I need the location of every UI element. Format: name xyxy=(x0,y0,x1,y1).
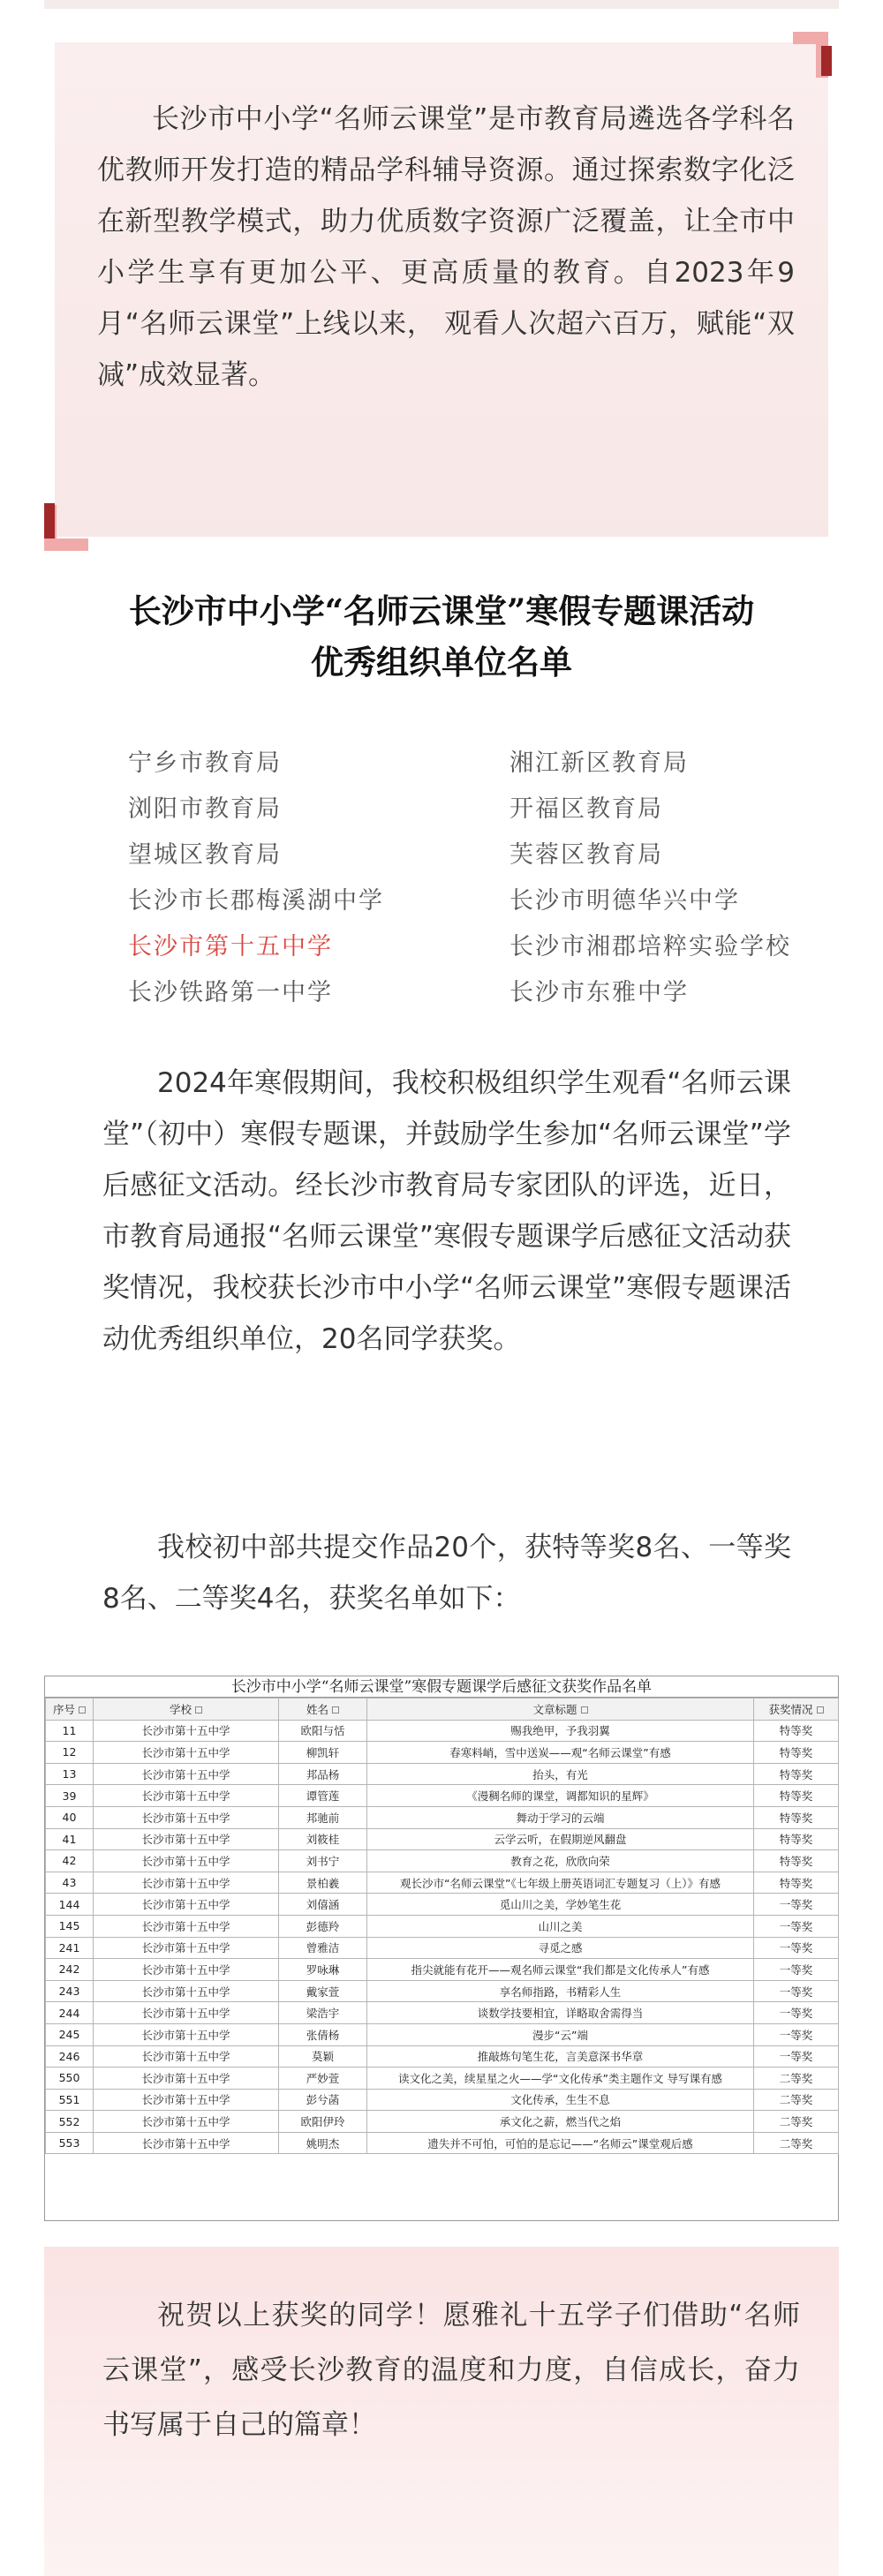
decor-corner-top-right-accent xyxy=(821,46,832,76)
table-cell: 一等奖 xyxy=(754,1937,839,1959)
intro-paragraph: 长沙市中小学“名师云课堂”是市教育局遴选各学科名优教师开发打造的精品学科辅导资源。通过探索数字化泛在新型教学模式，助力优质数字资源广泛覆盖，让全市中小学生享有更加公平、更高质量的教育。自2023年9月“名师云课堂”上线以来， 观看人次超六百万，赋能“双减”成效显著。 xyxy=(97,103,795,391)
table-cell: 谈数学技要相宜，详略取舍需得当 xyxy=(367,2002,754,2024)
table-cell: 欧阳伊玲 xyxy=(279,2111,367,2133)
filter-dropdown-icon xyxy=(79,1706,86,1714)
table-row xyxy=(46,1720,839,1742)
org-item: 长沙市湘郡培粹实验学校 xyxy=(509,933,791,960)
table-cell: 漫步“云”端 xyxy=(367,2023,754,2045)
org-item: 望城区教育局 xyxy=(128,841,282,869)
table-cell: 长沙市第十五中学 xyxy=(94,1785,279,1807)
table-cell: 遗失并不可怕，可怕的是忘记——“名师云”课堂观后感 xyxy=(367,2132,754,2154)
org-item: 浏阳市教育局 xyxy=(128,795,282,823)
table-cell: 长沙市第十五中学 xyxy=(94,1872,279,1894)
filter-dropdown-icon xyxy=(581,1706,588,1714)
table-cell: 观长沙市“名师云课堂”《七年级上册英语词汇专题复习（上）》有感 xyxy=(367,1872,754,1894)
org-item: 长沙铁路第一中学 xyxy=(128,979,333,1006)
table-cell: 144 xyxy=(46,1894,94,1916)
table-cell: 特等奖 xyxy=(754,1742,839,1764)
table-cell: 读文化之美，续星星之火——学“文化传承”类主题作文 导写课有感 xyxy=(367,2068,754,2090)
org-item-highlighted: 长沙市第十五中学 xyxy=(128,933,333,960)
table-cell: 一等奖 xyxy=(754,2045,839,2068)
awards-table-title: 长沙市中小学“名师云课堂”寒假专题课学后感征文获奖作品名单 xyxy=(45,1676,838,1698)
table-cell: 长沙市第十五中学 xyxy=(94,1980,279,2002)
table-cell: 特等奖 xyxy=(754,1785,839,1807)
org-item: 芙蓉区教育局 xyxy=(509,841,663,869)
org-item: 长沙市长郡梅溪湖中学 xyxy=(128,887,384,915)
table-cell: 长沙市第十五中学 xyxy=(94,1959,279,1981)
table-cell: 40 xyxy=(46,1806,94,1828)
table-cell: 特等奖 xyxy=(754,1850,839,1872)
column-header: 文章标题 xyxy=(367,1699,754,1721)
table-cell: 推敲炼句笔生花，言美意深书华章 xyxy=(367,2045,754,2068)
table-row xyxy=(46,2068,839,2090)
table-cell: 柳凯轩 xyxy=(279,1742,367,1764)
table-cell: 舞动于学习的云端 xyxy=(367,1806,754,1828)
table-row xyxy=(46,2023,839,2045)
table-cell: 莫颖 xyxy=(279,2045,367,2068)
table-cell: 12 xyxy=(46,1742,94,1764)
table-cell: 43 xyxy=(46,1872,94,1894)
table-row xyxy=(46,1915,839,1937)
top-divider-strip xyxy=(44,0,839,9)
table-cell: 赐我绝甲，予我羽翼 xyxy=(367,1720,754,1742)
table-cell: 梁浩宇 xyxy=(279,2002,367,2024)
awards-table xyxy=(45,1698,839,2154)
table-cell: 长沙市第十五中学 xyxy=(94,1763,279,1785)
table-cell: 一等奖 xyxy=(754,2023,839,2045)
table-row xyxy=(46,1763,839,1785)
table-cell: 长沙市第十五中学 xyxy=(94,1828,279,1850)
column-header: 学校 xyxy=(94,1699,279,1721)
table-cell: 长沙市第十五中学 xyxy=(94,1894,279,1916)
table-cell: 谭管莲 xyxy=(279,1785,367,1807)
table-cell: 山川之美 xyxy=(367,1915,754,1937)
table-row xyxy=(46,1980,839,2002)
table-cell: 244 xyxy=(46,2002,94,2024)
table-cell: 一等奖 xyxy=(754,1894,839,1916)
table-cell: 特等奖 xyxy=(754,1806,839,1828)
table-cell: 145 xyxy=(46,1915,94,1937)
table-cell: 彭德羚 xyxy=(279,1915,367,1937)
table-cell: 邦品杨 xyxy=(279,1763,367,1785)
table-cell: 二等奖 xyxy=(754,2132,839,2154)
table-cell: 39 xyxy=(46,1785,94,1807)
column-header: 姓名 xyxy=(279,1699,367,1721)
list-title-line-1: 长沙市中小学“名师云课堂”寒假专题课活动 xyxy=(128,591,755,630)
table-cell: 长沙市第十五中学 xyxy=(94,1850,279,1872)
table-row xyxy=(46,2045,839,2068)
table-row xyxy=(46,2002,839,2024)
table-cell: 刘筱桂 xyxy=(279,1828,367,1850)
table-row xyxy=(46,2132,839,2154)
table-cell: 彭兮菡 xyxy=(279,2089,367,2111)
table-cell: 242 xyxy=(46,1959,94,1981)
table-cell: 11 xyxy=(46,1720,94,1742)
table-cell: 承文化之薪，燃当代之焰 xyxy=(367,2111,754,2133)
table-cell: 550 xyxy=(46,2068,94,2090)
decor-corner-bottom-left-horizontal xyxy=(44,539,88,551)
table-row xyxy=(46,1959,839,1981)
org-item: 长沙市东雅中学 xyxy=(509,979,689,1006)
closing-paragraph: 祝贺以上获奖的同学！愿雅礼十五学子们借助“名师云课堂”，感受长沙教育的温度和力度，自信成长，奋力书写属于自己的篇章！ xyxy=(102,2300,800,2441)
table-cell: 抬头，有光 xyxy=(367,1763,754,1785)
table-cell: 长沙市第十五中学 xyxy=(94,1720,279,1742)
table-cell: 张倩杨 xyxy=(279,2023,367,2045)
table-cell: 一等奖 xyxy=(754,2002,839,2024)
table-cell: 13 xyxy=(46,1763,94,1785)
filter-dropdown-icon xyxy=(817,1706,824,1714)
table-cell: 552 xyxy=(46,2111,94,2133)
column-header: 序号 xyxy=(46,1699,94,1721)
table-cell: 欧阳与恬 xyxy=(279,1720,367,1742)
table-cell: 长沙市第十五中学 xyxy=(94,2002,279,2024)
org-item: 长沙市明德华兴中学 xyxy=(509,887,740,915)
table-cell: 特等奖 xyxy=(754,1763,839,1785)
org-item: 湘江新区教育局 xyxy=(509,749,689,777)
table-cell: 长沙市第十五中学 xyxy=(94,1937,279,1959)
org-item: 宁乡市教育局 xyxy=(128,749,282,777)
table-cell: 特等奖 xyxy=(754,1720,839,1742)
filter-dropdown-icon xyxy=(332,1706,339,1714)
table-cell: 243 xyxy=(46,1980,94,2002)
table-cell: 姚明杰 xyxy=(279,2132,367,2154)
table-cell: 长沙市第十五中学 xyxy=(94,2132,279,2154)
table-cell: 《漫稠名师的课堂，调都知识的星辉》 xyxy=(367,1785,754,1807)
table-cell: 邦驰前 xyxy=(279,1806,367,1828)
table-cell: 寻觅之感 xyxy=(367,1937,754,1959)
table-cell: 曾雅洁 xyxy=(279,1937,367,1959)
table-cell: 551 xyxy=(46,2089,94,2111)
table-cell: 长沙市第十五中学 xyxy=(94,2089,279,2111)
table-cell: 文化传承，生生不息 xyxy=(367,2089,754,2111)
body-paragraph-2: 我校初中部共提交作品20个，获特等奖8名、一等奖8名、二等奖4名，获奖名单如下： xyxy=(102,1532,791,1615)
table-row xyxy=(46,2111,839,2133)
table-cell: 一等奖 xyxy=(754,1980,839,2002)
table-cell: 二等奖 xyxy=(754,2111,839,2133)
table-cell: 严妙萱 xyxy=(279,2068,367,2090)
table-row xyxy=(46,1937,839,1959)
table-row xyxy=(46,1828,839,1850)
list-title-line-2: 优秀组织单位名单 xyxy=(311,643,572,682)
table-cell: 景柏羲 xyxy=(279,1872,367,1894)
table-row xyxy=(46,1742,839,1764)
table-cell: 教育之花，欣欣向荣 xyxy=(367,1850,754,1872)
table-cell: 觅山川之美，学妙笔生花 xyxy=(367,1894,754,1916)
table-cell: 553 xyxy=(46,2132,94,2154)
table-cell: 一等奖 xyxy=(754,1959,839,1981)
table-cell: 241 xyxy=(46,1937,94,1959)
table-cell: 长沙市第十五中学 xyxy=(94,2045,279,2068)
table-cell: 戴家萱 xyxy=(279,1980,367,2002)
table-cell: 长沙市第十五中学 xyxy=(94,1806,279,1828)
table-cell: 刘书宁 xyxy=(279,1850,367,1872)
table-row xyxy=(46,1806,839,1828)
table-row xyxy=(46,1785,839,1807)
table-row xyxy=(46,2089,839,2111)
table-cell: 特等奖 xyxy=(754,1828,839,1850)
table-cell: 特等奖 xyxy=(754,1872,839,1894)
table-cell: 二等奖 xyxy=(754,2089,839,2111)
table-row xyxy=(46,1894,839,1916)
table-cell: 长沙市第十五中学 xyxy=(94,2111,279,2133)
table-cell: 42 xyxy=(46,1850,94,1872)
table-cell: 指尖就能有花开——观名师云课堂“我们都是文化传承人”有感 xyxy=(367,1959,754,1981)
table-cell: 245 xyxy=(46,2023,94,2045)
table-row xyxy=(46,1850,839,1872)
table-cell: 246 xyxy=(46,2045,94,2068)
awards-table-image xyxy=(44,1676,839,2221)
table-cell: 二等奖 xyxy=(754,2068,839,2090)
filter-dropdown-icon xyxy=(195,1706,202,1714)
table-row xyxy=(46,1872,839,1894)
org-item: 开福区教育局 xyxy=(509,795,663,823)
table-cell: 一等奖 xyxy=(754,1915,839,1937)
column-header: 获奖情况 xyxy=(754,1699,839,1721)
body-paragraph-1: 2024年寒假期间，我校积极组织学生观看“名师云课堂”（初中）寒假专题课，并鼓励学生参加“名师云课堂”学后感征文活动。经长沙市教育局专家团队的评选，近日，市教育局通报“名师云课堂”寒假专题课学后感征文活动获奖情况，我校获长沙市中小学“名师云课堂”寒假专题课活动优秀组织单位，20名同学获奖。 xyxy=(102,1067,791,1355)
table-header-row xyxy=(46,1699,839,1721)
table-cell: 刘僖涵 xyxy=(279,1894,367,1916)
table-cell: 罗咏琳 xyxy=(279,1959,367,1981)
table-cell: 长沙市第十五中学 xyxy=(94,2068,279,2090)
table-cell: 长沙市第十五中学 xyxy=(94,1742,279,1764)
table-cell: 41 xyxy=(46,1828,94,1850)
table-cell: 长沙市第十五中学 xyxy=(94,1915,279,1937)
table-cell: 春寒料峭，雪中送炭——观“名师云课堂”有感 xyxy=(367,1742,754,1764)
decor-corner-bottom-left-accent xyxy=(44,503,55,539)
table-cell: 长沙市第十五中学 xyxy=(94,2023,279,2045)
table-cell: 享名师指路，书精彩人生 xyxy=(367,1980,754,2002)
table-cell: 云学云听，在假期逆风翻盘 xyxy=(367,1828,754,1850)
